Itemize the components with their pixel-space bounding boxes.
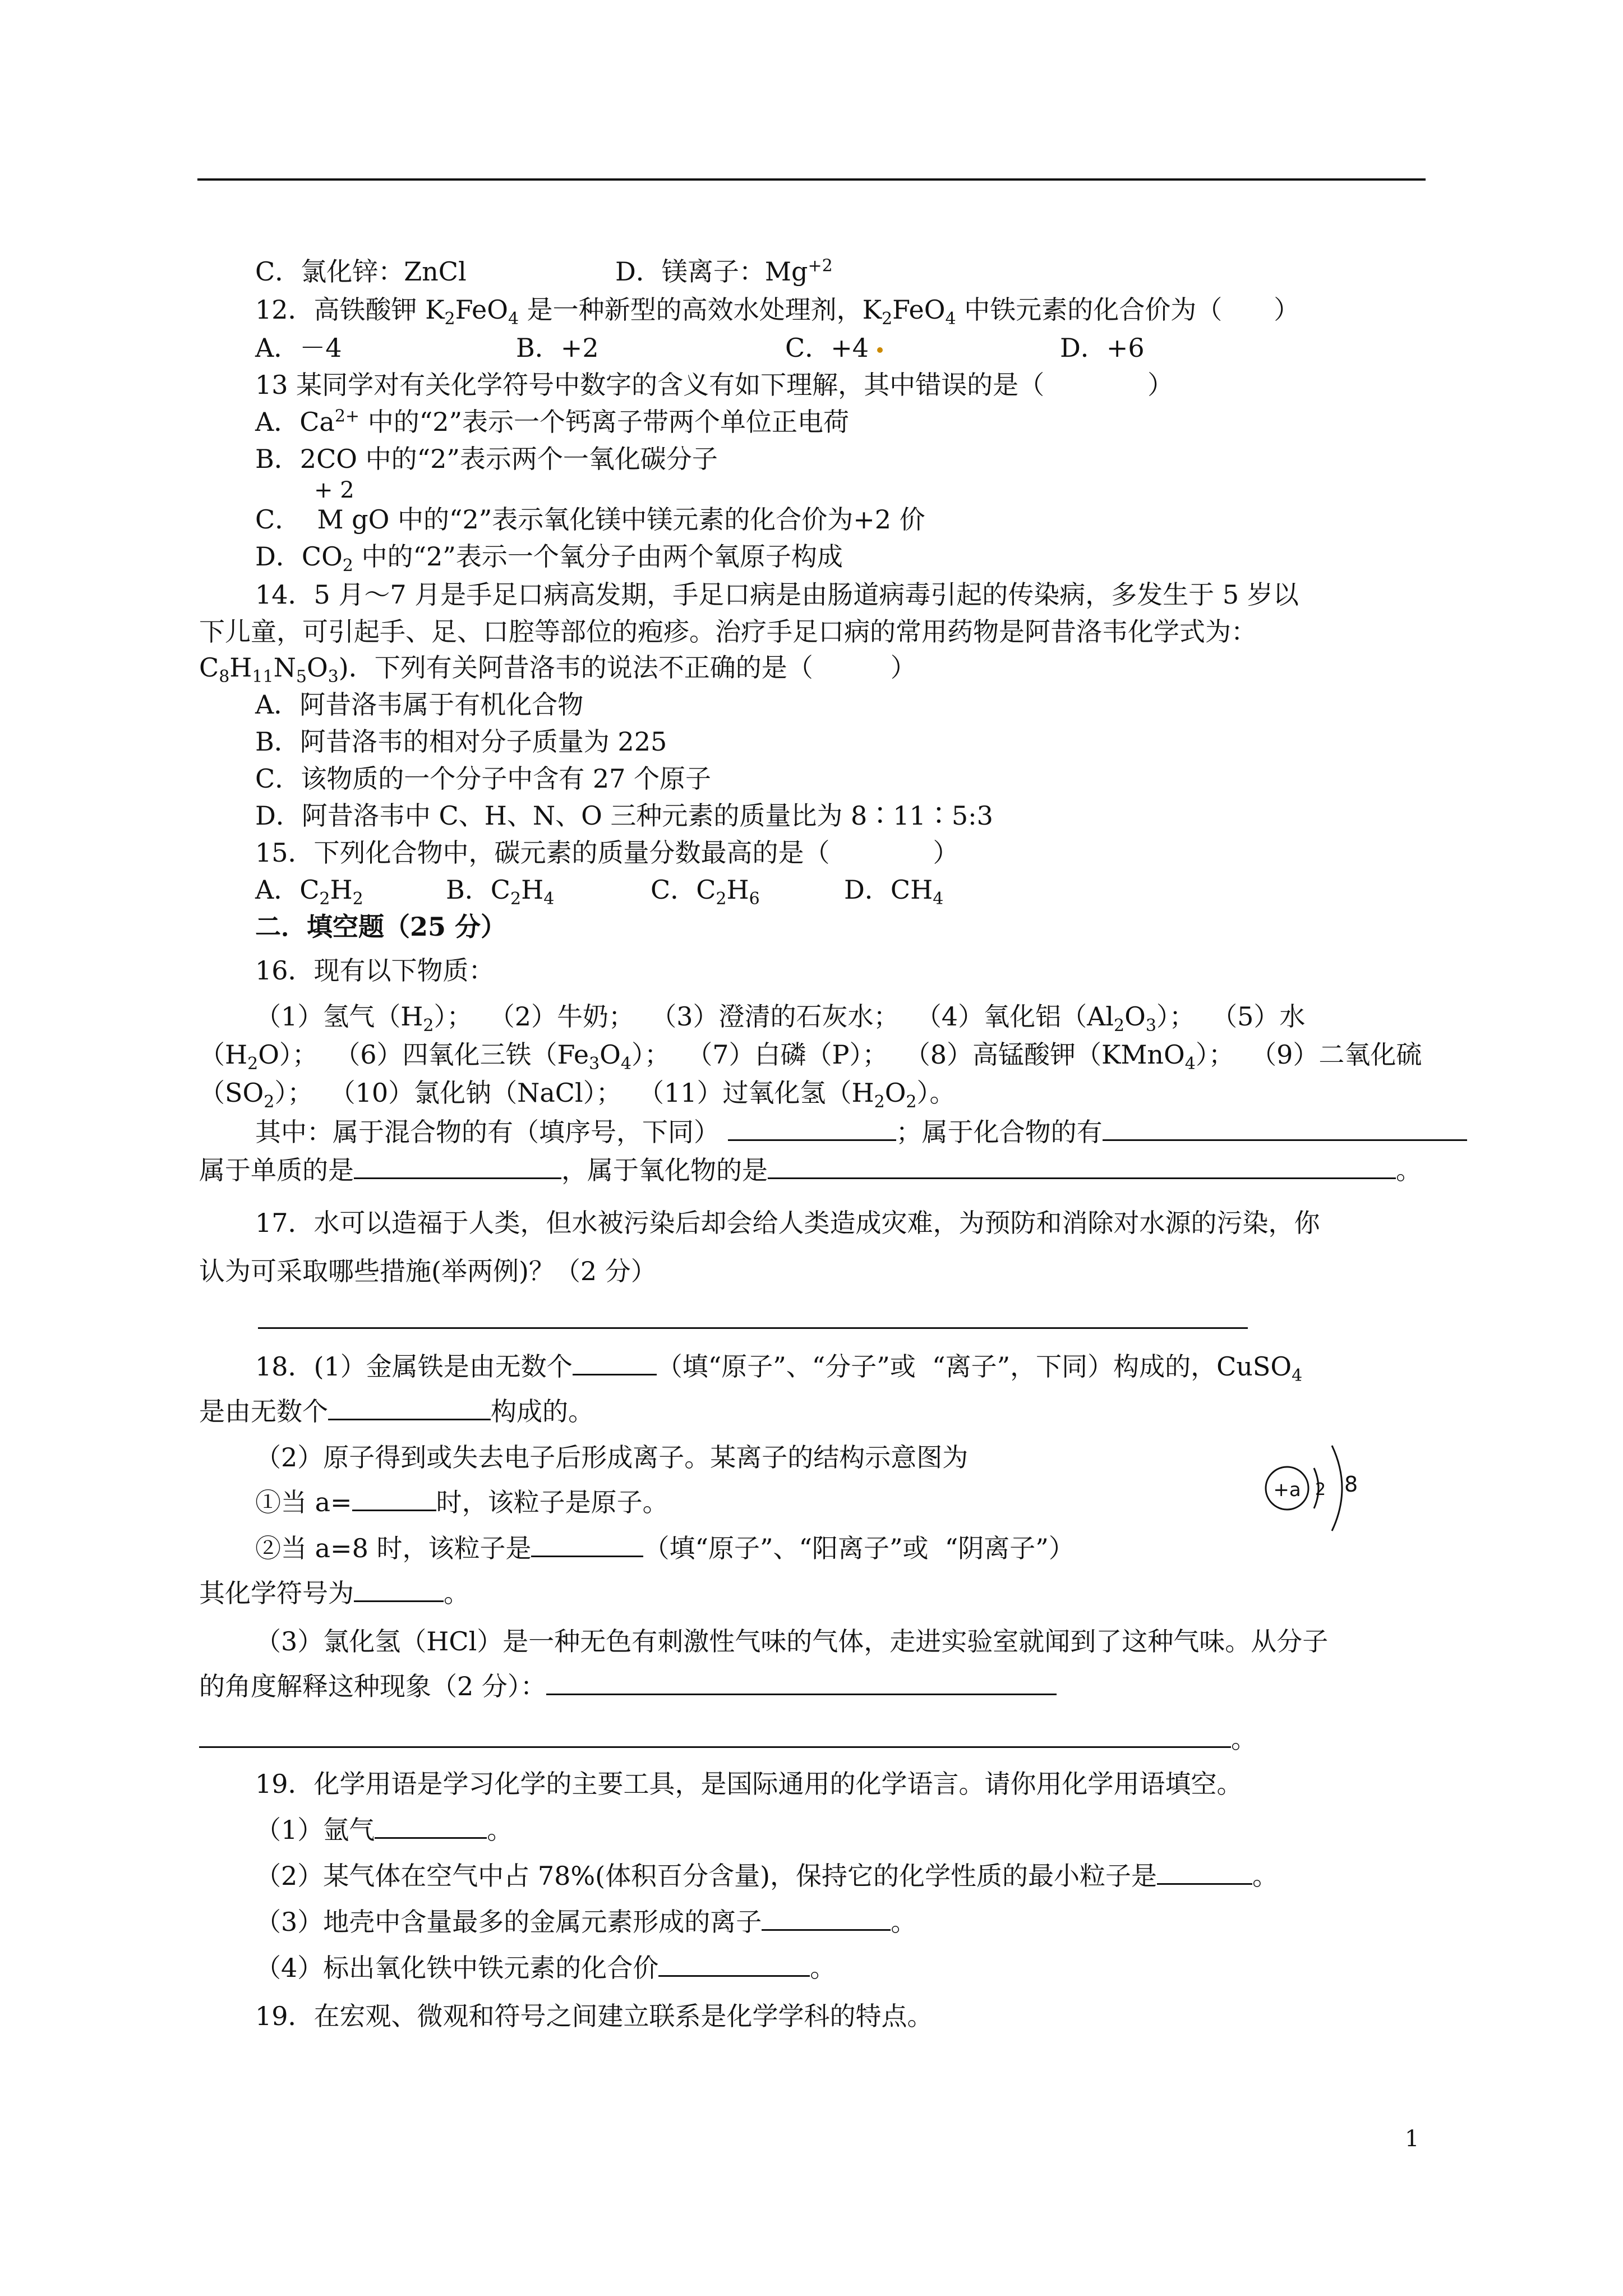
- q13-option-b: B．2CO 中的“2”表示两个一氧化碳分子: [255, 444, 718, 474]
- q16-elements-blank[interactable]: [354, 1155, 561, 1179]
- stray-mark: [877, 347, 883, 353]
- q19-metal-ion-blank[interactable]: [762, 1907, 891, 1931]
- q17-line2: 认为可采取哪些措施(举两例)？（2 分）: [199, 1256, 657, 1286]
- section-fill-in-title: 二．填空题（25 分）: [255, 912, 507, 942]
- q19b-stem: 19．在宏观、微观和符号之间建立联系是化学学科的特点。: [255, 2001, 933, 2031]
- q18-line9: 。: [199, 1722, 1257, 1756]
- q12-option-d: D．+6: [1060, 333, 1145, 363]
- q11-option-d: D．镁离子：$Mg^{+2}$: [615, 256, 833, 287]
- q19-valence-blank[interactable]: [658, 1953, 810, 1977]
- q13-option-d: D．$CO_2$ 中的“2”表示一个氧分子由两个氧原子构成: [255, 541, 843, 576]
- q18-line4: ①当 a= 时，该粒子是原子。: [255, 1487, 668, 1517]
- q19-item4: （4）标出氧化铁中铁元素的化合价 。: [255, 1953, 836, 1983]
- q17-answer-line[interactable]: [258, 1327, 1248, 1329]
- q18-line1: 18．(1）金属铁是由无数个 （填“原子”、“分子”或 “离子”，下同）构成的，CuSO$_4$: [255, 1351, 1303, 1386]
- ion-shell1-label: 2: [1315, 1480, 1326, 1499]
- q19-item1: （1）氩气 。: [255, 1815, 513, 1845]
- q14-option-a: A．阿昔洛韦属于有机化合物: [255, 689, 584, 720]
- q12-stem: 12．高铁酸钾 $K_2FeO_4$ 是一种新型的高效水处理剂，$K_2FeO_4$ 中铁元素的化合价为（ ）: [255, 295, 1300, 329]
- q18-symbol-blank[interactable]: [354, 1578, 444, 1602]
- q19-argon-blank[interactable]: [375, 1815, 487, 1839]
- q13-valence-mark: + 2: [314, 477, 354, 503]
- q12-option-b: B．+2: [516, 333, 599, 363]
- ion-structure-diagram: [1253, 1433, 1366, 1534]
- q13-stem: 13 某同学对有关化学符号中数字的含义有如下理解，其中错误的是（ ）: [255, 370, 1174, 400]
- q12-option-c: C．+4: [785, 331, 883, 365]
- q18-explain-blank-2[interactable]: [199, 1724, 1231, 1748]
- q14-line3: $C_8H_{11}N_5O_3$)．下列有关阿昔洛韦的说法不正确的是（ ）: [199, 652, 916, 687]
- q18-line2: 是由无数个 构成的。: [199, 1396, 594, 1427]
- q18-a-value-blank[interactable]: [352, 1487, 436, 1511]
- q14-option-d: D．阿昔洛韦中 C、H、N、O 三种元素的质量比为 8∶11∶5:3: [255, 800, 993, 831]
- q14-line1: 14．5 月～7 月是手足口病高发期，手足口病是由肠道病毒引起的传染病，多发生于 5 岁以: [255, 579, 1299, 610]
- q16-compounds-blank[interactable]: [1103, 1117, 1467, 1141]
- q18-line3: （2）原子得到或失去电子后形成离子。某离子的结构示意图为: [255, 1442, 969, 1473]
- q15-option-a: A．$C_2H_2$: [255, 875, 363, 909]
- q16-list-line2: $(H_2O)$； （6）四氧化三铁$(Fe_3O_4)$； （7）白磷（P）； （8）高锰酸钾（KMnO$_4$）； （9）二氧化硫: [199, 1039, 1422, 1074]
- q18-cuso4-blank[interactable]: [328, 1396, 491, 1420]
- q14-line2: 下儿童，可引起手、足、口腔等部位的疱疹。治疗手足口病的常用药物是阿昔洛韦化学式为：: [199, 616, 1257, 647]
- q18-particle-blank[interactable]: [531, 1533, 643, 1557]
- q15-stem: 15．下列化合物中，碳元素的质量分数最高的是（ ）: [255, 838, 959, 868]
- q18-iron-blank[interactable]: [573, 1351, 657, 1375]
- ion-shell2-label: 8: [1344, 1472, 1358, 1497]
- q19-gas-particle-blank[interactable]: [1157, 1861, 1252, 1885]
- q18-explain-blank[interactable]: [546, 1671, 1057, 1695]
- q17-line1: 17．水可以造福于人类，但水被污染后却会给人类造成灾难，为预防和消除对水源的污染，你: [255, 1208, 1320, 1238]
- q12-option-a: A．－4: [255, 333, 342, 363]
- q11-option-c: C．氯化锌：ZnCl: [255, 256, 467, 287]
- page-number: 1: [1405, 2126, 1419, 2152]
- q15-option-d: D．$CH_4$: [844, 875, 944, 909]
- header-rule: [197, 178, 1426, 181]
- q13-option-a: A．$Ca^{2+}$ 中的“2”表示一个钙离子带两个单位正电荷: [255, 406, 849, 437]
- q16-ask-line2: 属于单质的是 ，属于氧化物的是 。: [199, 1155, 1422, 1185]
- q15-option-b: B．$C_2H_4$: [446, 875, 555, 909]
- q18-line5: ②当 a=8 时，该粒子是 （填“原子”、“阳离子”或 “阴离子”）: [255, 1533, 1075, 1563]
- q14-option-b: B．阿昔洛韦的相对分子质量为 225: [255, 726, 667, 757]
- ion-nucleus-label: +a: [1273, 1479, 1301, 1501]
- q16-ask-line1: 其中：属于混合物的有（填序号，下同） ；属于化合物的有: [255, 1115, 1467, 1149]
- q18-line7: （3）氯化氢（HCl）是一种无色有刺激性气味的气体，走进实验室就闻到了这种气味。从分子: [255, 1626, 1329, 1657]
- q16-mixtures-blank[interactable]: [728, 1117, 896, 1141]
- q19-item2: （2）某气体在空气中占 78%(体积百分含量)，保持它的化学性质的最小粒子是 。: [255, 1861, 1279, 1891]
- q18-line6: 其化学符号为 。: [199, 1578, 469, 1608]
- q15-option-c: C．$C_2H_6$: [651, 875, 760, 909]
- q16-list-line3: $(SO_2)$； （10）氯化钠（NaCl）； （11）过氧化氢$(H_2O_2)$。: [199, 1078, 956, 1112]
- q13-option-c: C． M gO 中的“2”表示氧化镁中镁元素的化合价为+2 价: [255, 504, 925, 535]
- q16-list-line1: （1）氢气$(H_2)$； （2）牛奶； （3）澄清的石灰水； （4）氧化铝$(Al_2O_3)$； （5）水: [255, 1001, 1306, 1036]
- q16-stem: 16．现有以下物质：: [255, 955, 495, 986]
- q18-line8: 的角度解释这种现象（2 分）：: [199, 1669, 1057, 1703]
- q19-stem: 19．化学用语是学习化学的主要工具，是国际通用的化学语言。请你用化学用语填空。: [255, 1769, 1243, 1799]
- q19-item3: （3）地壳中含量最多的金属元素形成的离子 。: [255, 1907, 917, 1937]
- q14-option-c: C．该物质的一个分子中含有 27 个原子: [255, 763, 711, 794]
- q16-oxides-blank[interactable]: [768, 1155, 1396, 1179]
